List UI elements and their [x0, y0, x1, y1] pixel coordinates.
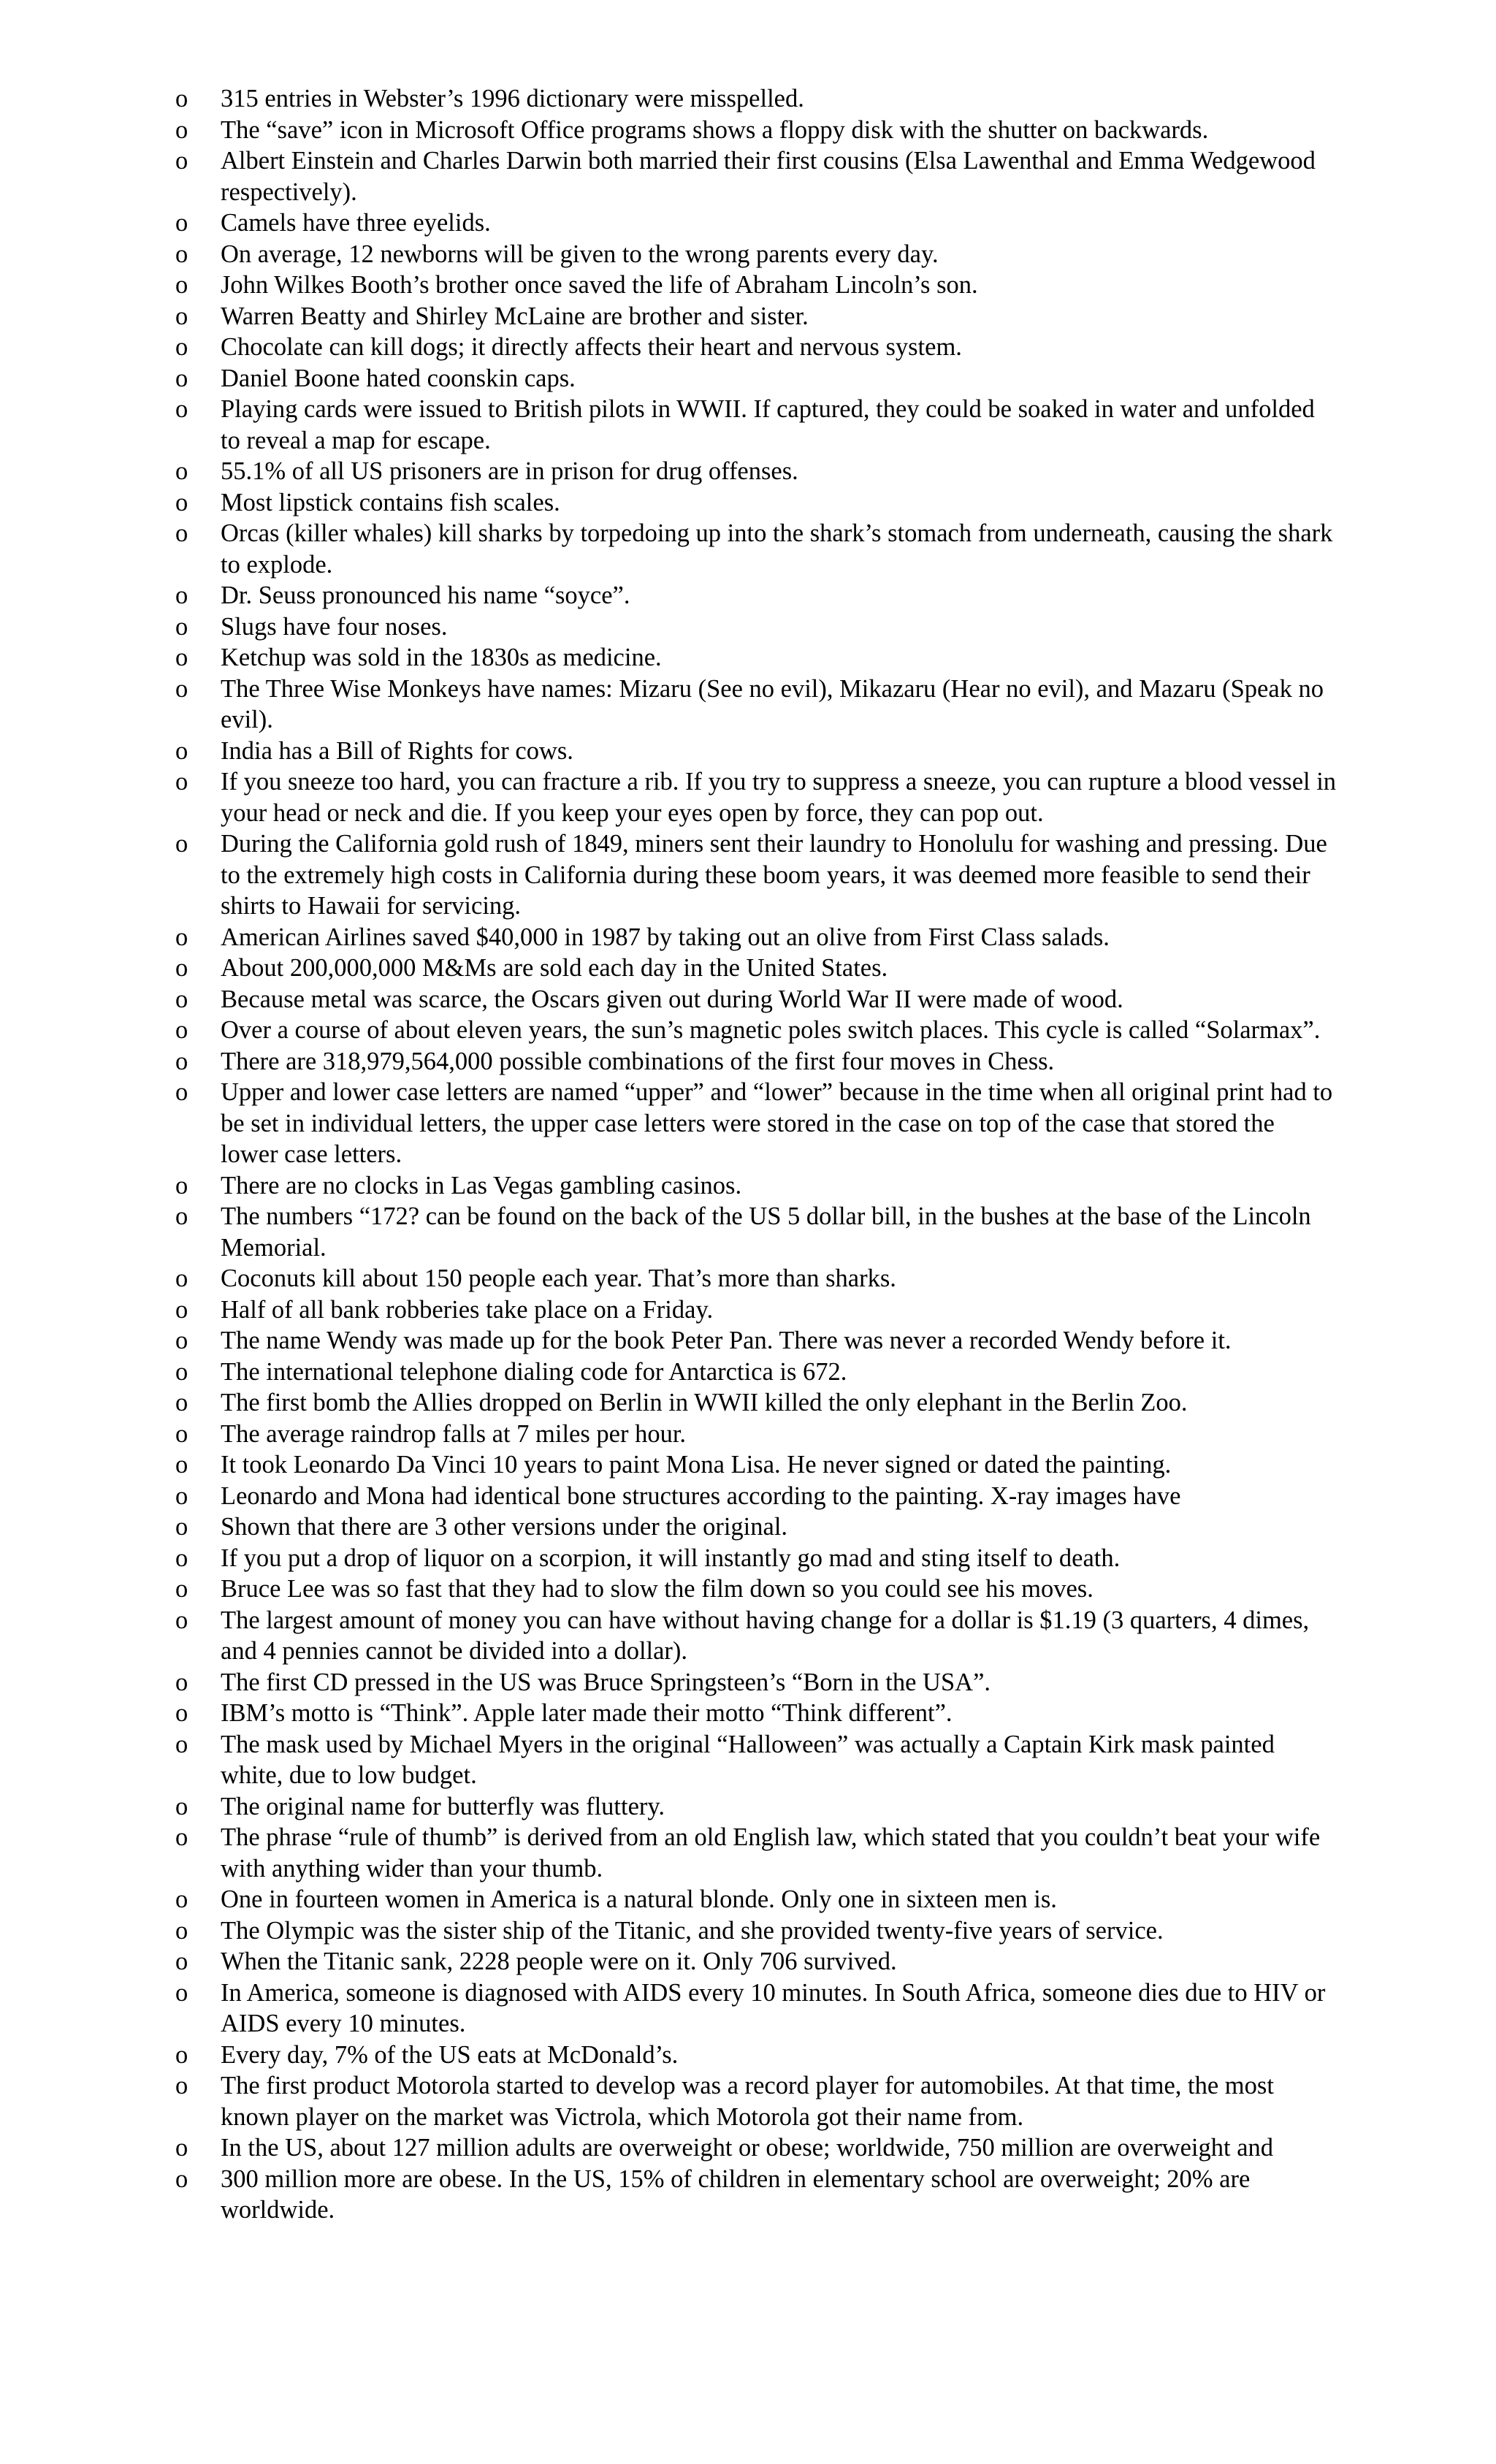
fact-text: About 200,000,000 M&Ms are sold each day in the United States.	[221, 954, 888, 982]
fact-text: Warren Beatty and Shirley McLaine are brother and sister.	[221, 302, 809, 330]
fact-item	[175, 301, 1337, 332]
fact-item	[175, 1046, 1337, 1077]
fact-item	[175, 332, 1337, 363]
fact-item	[175, 1387, 1337, 1419]
bullet-marker: o	[175, 830, 188, 858]
fact-text: The numbers “172? can be found on the back of the US 5 dollar bill, in the bushes at the base of the Lincoln Memorial.	[221, 1202, 1311, 1262]
bullet-marker: o	[175, 519, 188, 547]
fact-item	[175, 736, 1337, 767]
bullet-marker: o	[175, 1078, 188, 1106]
fact-item	[175, 766, 1337, 828]
bullet-marker: o	[175, 2134, 188, 2162]
fact-item	[175, 487, 1337, 519]
bullet-marker: o	[175, 954, 188, 982]
fact-item	[175, 1325, 1337, 1357]
fact-text: Over a course of about eleven years, the sun’s magnetic poles switch places. This cycle is called “Solarmax”.	[221, 1016, 1321, 1044]
fact-text: Shown that there are 3 other versions under the original.	[221, 1513, 788, 1541]
fact-text: During the California gold rush of 1849, miners sent their laundry to Honolulu for washing and pressing. Due to the extremely high costs in California during these boom years, it was deemed more feasible to send their shirts to Hawaii for servicing.	[221, 830, 1327, 920]
fact-item	[175, 1419, 1337, 1450]
fact-text: Half of all bank robberies take place on a Friday.	[221, 1295, 714, 1324]
fact-item	[175, 1481, 1337, 1512]
fact-item	[175, 1263, 1337, 1294]
fact-item	[175, 2132, 1337, 2164]
bullet-marker: o	[175, 85, 188, 112]
fact-text: The first bomb the Allies dropped on Berlin in WWII killed the only elephant in the Berlin Zoo.	[221, 1389, 1188, 1416]
bullet-marker: o	[175, 209, 188, 237]
bullet-marker: o	[175, 1699, 188, 1727]
fact-text: Orcas (killer whales) kill sharks by torpedoing up into the shark’s stomach from underneath, causing the shark to explode.	[221, 519, 1333, 579]
fact-text: Bruce Lee was so fast that they had to slow the film down so you could see his moves.	[221, 1575, 1094, 1603]
fact-text: The “save” icon in Microsoft Office programs shows a floppy disk with the shutter on backwards.	[221, 115, 1209, 144]
fact-item	[175, 1294, 1337, 1326]
fact-item	[175, 922, 1337, 953]
bullet-marker: o	[175, 1419, 188, 1448]
bullet-marker: o	[175, 1948, 188, 1975]
bullet-marker: o	[175, 2164, 188, 2193]
bullet-marker: o	[175, 1792, 188, 1820]
fact-item	[175, 2164, 1337, 2226]
bullet-marker: o	[175, 271, 188, 299]
bullet-marker: o	[175, 1916, 188, 1945]
fact-item	[175, 984, 1337, 1015]
fact-text: Ketchup was sold in the 1830s as medicine.	[221, 644, 662, 671]
bullet-marker: o	[175, 1451, 188, 1479]
fact-text: The average raindrop falls at 7 miles per hour.	[221, 1419, 687, 1448]
fact-text: Most lipstick contains fish scales.	[221, 488, 560, 516]
bullet-marker: o	[175, 364, 188, 392]
bullet-marker: o	[175, 1389, 188, 1416]
fact-list	[175, 83, 1337, 2226]
bullet-marker: o	[175, 1265, 188, 1292]
fact-item	[175, 270, 1337, 301]
fact-item	[175, 1698, 1337, 1729]
fact-text: Playing cards were issued to British pilots in WWII. If captured, they could be soaked in water and unfolded to reveal a map for escape.	[221, 395, 1315, 454]
fact-item	[175, 580, 1337, 611]
bullet-marker: o	[175, 1668, 188, 1696]
fact-text: The first CD pressed in the US was Bruce Springsteen’s “Born in the USA”.	[221, 1668, 991, 1696]
fact-item	[175, 642, 1337, 674]
fact-text: Slugs have four noses.	[221, 612, 448, 641]
bullet-marker: o	[175, 923, 188, 951]
fact-item	[175, 456, 1337, 487]
fact-text: When the Titanic sank, 2228 people were on it. Only 706 survived.	[221, 1948, 897, 1975]
fact-text: India has a Bill of Rights for cows.	[221, 736, 573, 765]
fact-text: If you sneeze too hard, you can fracture a rib. If you try to suppress a sneeze, you can rupture a blood vessel in your head or neck and die. If you keep your eyes open by force, they can pop out.	[221, 768, 1337, 827]
bullet-marker: o	[175, 581, 188, 609]
fact-item	[175, 2040, 1337, 2071]
bullet-marker: o	[175, 1544, 188, 1572]
bullet-marker: o	[175, 2072, 188, 2099]
bullet-marker: o	[175, 644, 188, 671]
bullet-marker: o	[175, 1047, 188, 1075]
bullet-marker: o	[175, 488, 188, 516]
fact-item	[175, 1605, 1337, 1667]
bullet-marker: o	[175, 985, 188, 1013]
fact-text: American Airlines saved $40,000 in 1987 by taking out an olive from First Class salads.	[221, 923, 1110, 951]
fact-item	[175, 1574, 1337, 1605]
fact-item	[175, 1667, 1337, 1698]
fact-item	[175, 239, 1337, 270]
bullet-marker: o	[175, 1295, 188, 1324]
fact-item	[175, 1201, 1337, 1263]
fact-item	[175, 1791, 1337, 1823]
fact-text: The mask used by Michael Myers in the original “Halloween” was actually a Captain Kirk mask painted white, due to low budget.	[221, 1730, 1275, 1789]
fact-item	[175, 953, 1337, 984]
fact-text: 300 million more are obese. In the US, 15% of children in elementary school are overweight; 20% are worldwide.	[221, 2164, 1251, 2224]
fact-item	[175, 1884, 1337, 1915]
bullet-marker: o	[175, 1513, 188, 1541]
bullet-marker: o	[175, 1202, 188, 1230]
fact-text: There are 318,979,564,000 possible combinations of the first four moves in Chess.	[221, 1047, 1055, 1075]
fact-text: In the US, about 127 million adults are overweight or obese; worldwide, 750 million are overweight and	[221, 2134, 1274, 2162]
fact-item	[175, 1015, 1337, 1046]
fact-item	[175, 83, 1337, 115]
fact-text: The Olympic was the sister ship of the Titanic, and she provided twenty-five years of service.	[221, 1916, 1164, 1945]
fact-text: Chocolate can kill dogs; it directly affects their heart and nervous system.	[221, 333, 962, 361]
bullet-marker: o	[175, 1885, 188, 1913]
fact-item	[175, 1915, 1337, 1947]
fact-item	[175, 1543, 1337, 1574]
bullet-marker: o	[175, 240, 188, 268]
fact-item	[175, 1449, 1337, 1481]
fact-item	[175, 363, 1337, 394]
bullet-marker: o	[175, 674, 188, 703]
fact-item	[175, 674, 1337, 736]
fact-text: John Wilkes Booth’s brother once saved the life of Abraham Lincoln’s son.	[221, 271, 978, 299]
fact-text: 315 entries in Webster’s 1996 dictionary were misspelled.	[221, 85, 804, 112]
bullet-marker: o	[175, 395, 188, 423]
fact-item	[175, 1729, 1337, 1791]
fact-item	[175, 518, 1337, 580]
fact-item	[175, 1357, 1337, 1388]
fact-text: On average, 12 newborns will be given to the wrong parents every day.	[221, 240, 939, 268]
fact-text: The original name for butterfly was fluttery.	[221, 1792, 665, 1820]
fact-text: There are no clocks in Las Vegas gambling casinos.	[221, 1171, 742, 1199]
bullet-marker: o	[175, 1575, 188, 1603]
fact-item	[175, 1946, 1337, 1977]
fact-text: The name Wendy was made up for the book Peter Pan. There was never a recorded Wendy before it.	[221, 1327, 1232, 1354]
bullet-marker: o	[175, 1730, 188, 1758]
fact-item	[175, 611, 1337, 643]
fact-item	[175, 1977, 1337, 2040]
fact-text: Coconuts kill about 150 people each year. That’s more than sharks.	[221, 1265, 896, 1292]
fact-text: In America, someone is diagnosed with AIDS every 10 minutes. In South Africa, someone dies due to HIV or AIDS every 10 minutes.	[221, 1978, 1326, 2037]
bullet-marker: o	[175, 333, 188, 361]
fact-text: Leonardo and Mona had identical bone structures according to the painting. X-ray images have	[221, 1481, 1181, 1510]
fact-text: Upper and lower case letters are named “upper” and “lower” because in the time when all original print had to be set in individual letters, the upper case letters were stored in the case on top of the case that stored the lower case letters.	[221, 1078, 1333, 1168]
fact-text: One in fourteen women in America is a natural blonde. Only one in sixteen men is.	[221, 1885, 1057, 1913]
fact-text: The first product Motorola started to develop was a record player for automobiles. At that time, the most known player on the market was Victrola, which Motorola got their name from.	[221, 2072, 1274, 2131]
bullet-marker: o	[175, 1357, 188, 1386]
fact-item	[175, 1822, 1337, 1884]
bullet-marker: o	[175, 457, 188, 485]
bullet-marker: o	[175, 1606, 188, 1634]
fact-text: Camels have three eyelids.	[221, 209, 491, 237]
fact-item	[175, 1077, 1337, 1170]
bullet-marker: o	[175, 768, 188, 796]
fact-item	[175, 145, 1337, 207]
fact-text: The Three Wise Monkeys have names: Mizaru (See no evil), Mikazaru (Hear no evil), and Mazaru (Speak no evil).	[221, 674, 1324, 733]
fact-text: If you put a drop of liquor on a scorpion, it will instantly go mad and sting itself to death.	[221, 1544, 1121, 1572]
fact-item	[175, 394, 1337, 456]
fact-text: Daniel Boone hated coonskin caps.	[221, 364, 576, 392]
bullet-marker: o	[175, 1823, 188, 1851]
bullet-marker: o	[175, 736, 188, 765]
fact-item	[175, 1170, 1337, 1202]
bullet-marker: o	[175, 1978, 188, 2007]
bullet-marker: o	[175, 1481, 188, 1510]
fact-text: The international telephone dialing code for Antarctica is 672.	[221, 1357, 847, 1386]
bullet-marker: o	[175, 115, 188, 144]
fact-text: IBM’s motto is “Think”. Apple later made their motto “Think different”.	[221, 1699, 953, 1727]
fact-text: It took Leonardo Da Vinci 10 years to paint Mona Lisa. He never signed or dated the painting.	[221, 1451, 1172, 1479]
fact-item	[175, 115, 1337, 146]
bullet-marker: o	[175, 612, 188, 641]
fact-text: Albert Einstein and Charles Darwin both married their first cousins (Elsa Lawenthal and Emma Wedgewood respectively).	[221, 147, 1316, 206]
fact-item	[175, 2070, 1337, 2132]
fact-item	[175, 207, 1337, 239]
fact-item	[175, 1511, 1337, 1543]
fact-text: Every day, 7% of the US eats at McDonald’s.	[221, 2040, 679, 2069]
bullet-marker: o	[175, 1327, 188, 1354]
fact-text: 55.1% of all US prisoners are in prison for drug offenses.	[221, 457, 798, 485]
fact-text: The phrase “rule of thumb” is derived from an old English law, which stated that you couldn’t beat your wife with anything wider than your thumb.	[221, 1823, 1321, 1883]
bullet-marker: o	[175, 302, 188, 330]
bullet-marker: o	[175, 1016, 188, 1044]
fact-text: Dr. Seuss pronounced his name “soyce”.	[221, 581, 630, 609]
fact-text: The largest amount of money you can have without having change for a dollar is $1.19 (3 quarters, 4 dimes, and 4 pennies cannot be divided into a dollar).	[221, 1606, 1310, 1665]
fact-item	[175, 828, 1337, 922]
bullet-marker: o	[175, 147, 188, 175]
bullet-marker: o	[175, 2040, 188, 2069]
bullet-marker: o	[175, 1171, 188, 1199]
fact-text: Because metal was scarce, the Oscars given out during World War II were made of wood.	[221, 985, 1123, 1013]
